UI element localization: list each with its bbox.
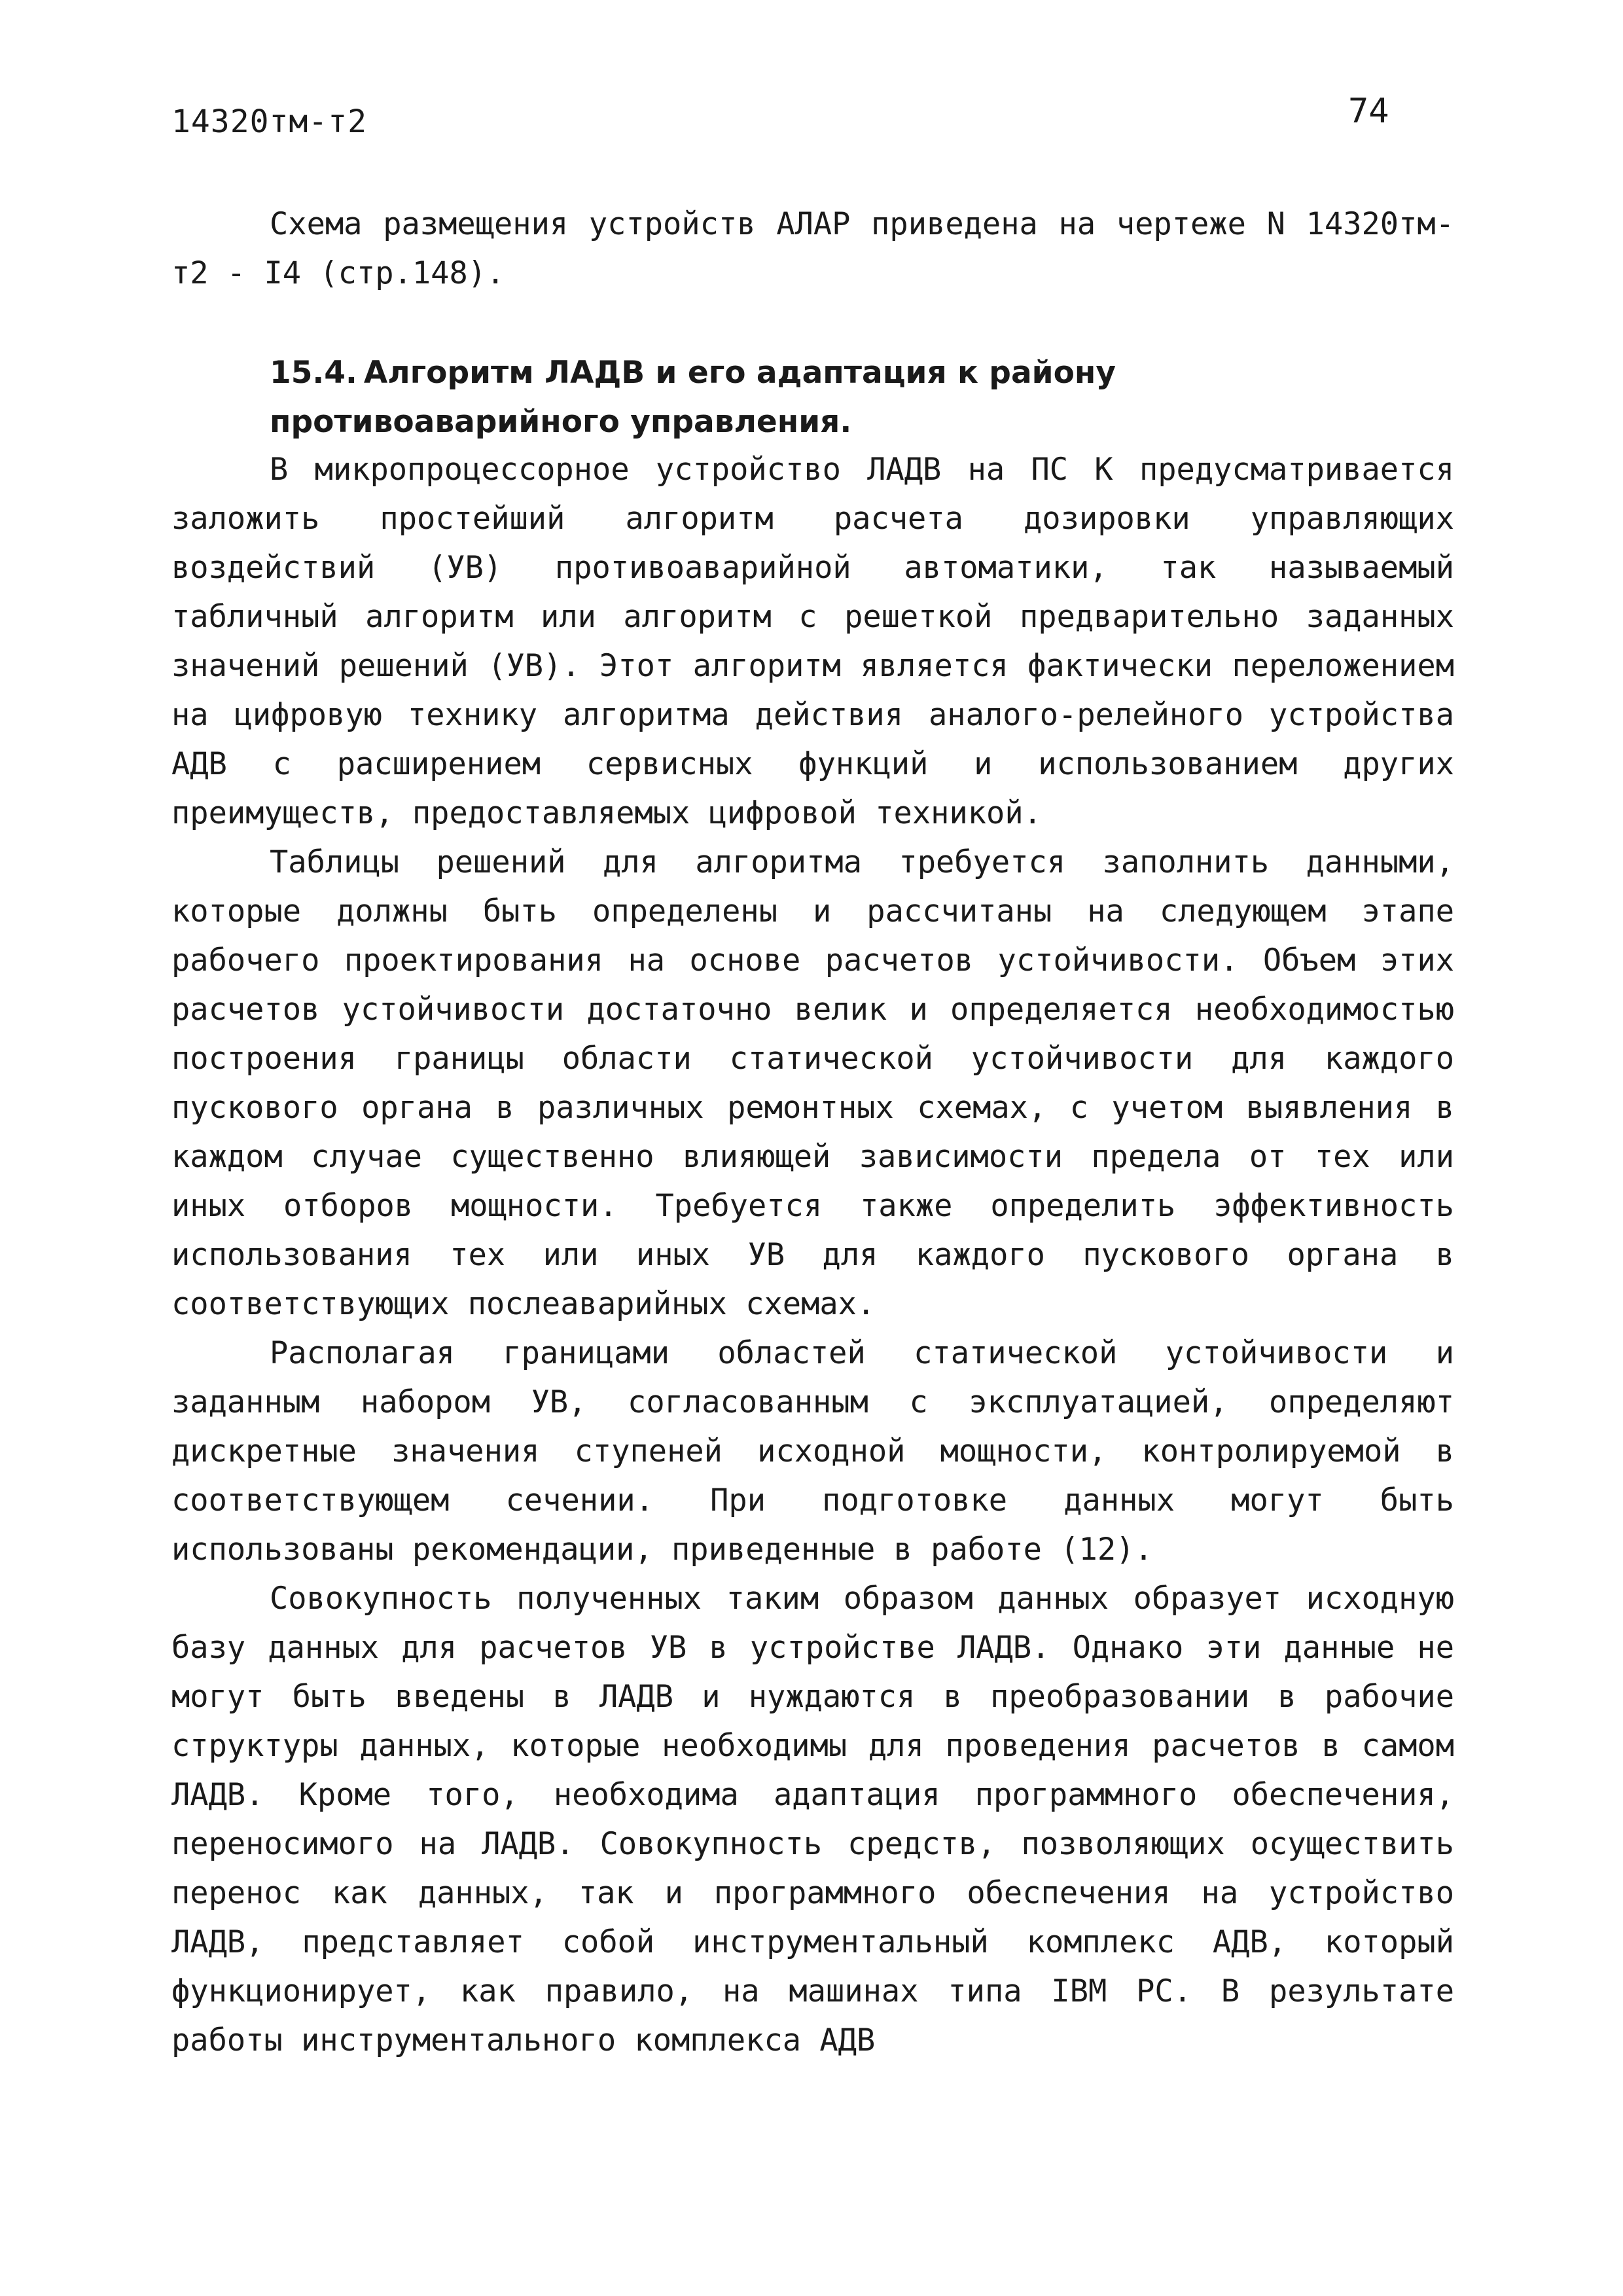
body-paragraph: Располагая границами областей статической устойчивости и заданным набором УВ, согласованным с эксплуатацией, определяют дискретные значения ступеней исходной мощности, контролируемой в соответствующем сечении. При подготовке данных могут быть использованы рекомендации, приведенные в работе (12).	[171, 1335, 1454, 1568]
intro-paragraph-block	[171, 200, 1454, 298]
body-paragraph: В микропроцессорное устройство ЛАДВ на ПС К предусматривается заложить простейший алгоритм расчета дозировки управляющих воздействий (УВ) противоаварийной автоматики, так называемый табличный алгоритм или алгоритм с решеткой предварительно заданных значений решений (УВ). Этот алгоритм является фактически переложением на цифровую технику алгоритма действия аналого-релейного устройства АДВ с расширением сервисных функций и использованием других преимуществ, предоставляемых цифровой техникой.	[171, 452, 1454, 831]
document-code: 14320тм-т2	[171, 103, 367, 140]
body-text	[171, 445, 1454, 2065]
section-number: 15.4.	[270, 355, 357, 391]
intro-paragraph: Схема размещения устройств АЛАР приведена на чертеже N 14320тм-т2 - I4 (стр.148).	[171, 206, 1454, 291]
page-number: 74	[1348, 92, 1389, 131]
section-heading	[270, 348, 1454, 446]
body-paragraph: Таблицы решений для алгоритма требуется заполнить данными, которые должны быть определены и рассчитаны на следующем этапе рабочего проектирования на основе расчетов устойчивости. Объем этих расчетов устойчивости достаточно велик и определяется необходимостью построения границы области статической устойчивости для каждого пускового органа в различных ремонтных схемах, с учетом выявления в каждом случае существенно влияющей зависимости предела от тех или иных отборов мощности. Требуется также определить эффективность использования тех или иных УВ для каждого пускового органа в соответствующих послеаварийных схемах.	[171, 844, 1454, 1322]
section-title: Алгоритм ЛАДВ и его адаптация к району противоаварийного управления.	[270, 355, 1116, 440]
body-paragraph: Совокупность полученных таким образом данных образует исходную базу данных для расчетов УВ в устройстве ЛАДВ. Однако эти данные не могут быть введены в ЛАДВ и нуждаются в преобразовании в рабочие структуры данных, которые необходимы для проведения расчетов в самом ЛАДВ. Кроме того, необходима адаптация программного обеспечения, переносимого на ЛАДВ. Совокупность средств, позволяющих осуществить перенос как данных, так и программного обеспечения на устройство ЛАДВ, представляет собой инструментальный комплекс АДВ, который функционирует, как правило, на машинах типа IBM PC. В результате работы инструментального комплекса АДВ	[171, 1581, 1454, 2058]
